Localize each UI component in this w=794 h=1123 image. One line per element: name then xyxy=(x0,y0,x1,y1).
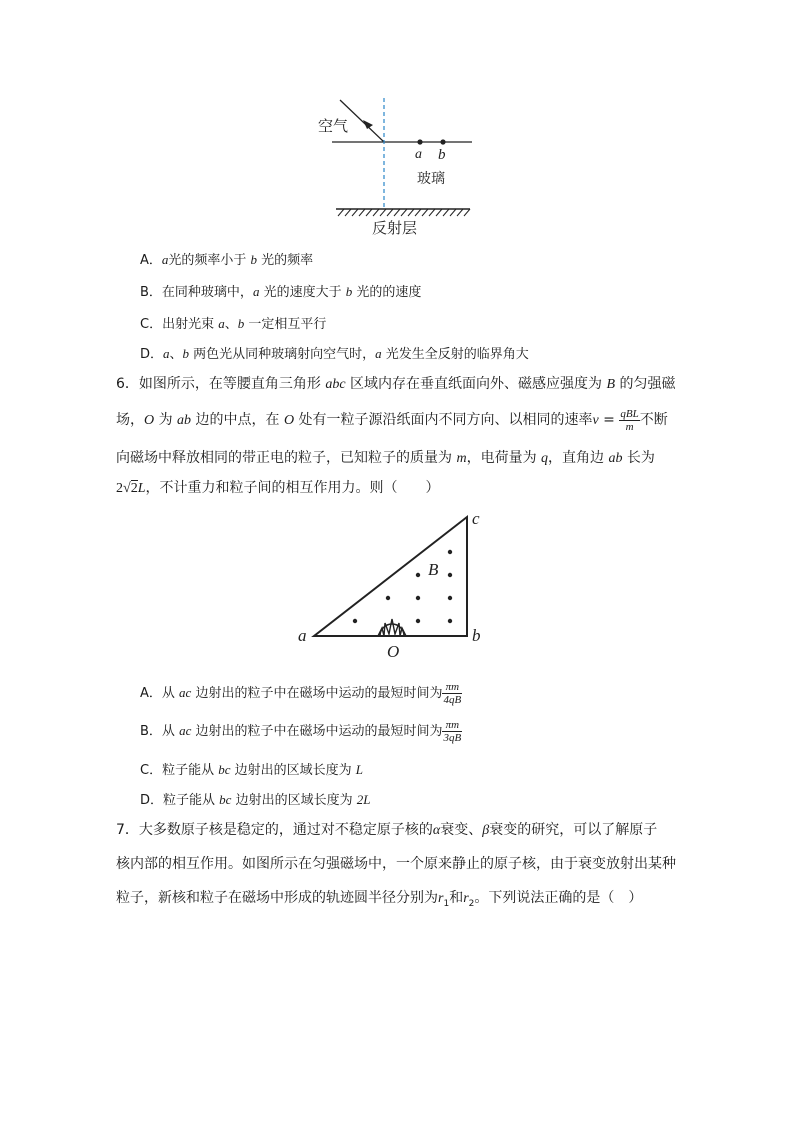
question-number: 6． xyxy=(116,376,139,392)
text: 处有一粒子源沿纸面内不同方向、以相同的速率 xyxy=(294,412,593,428)
text: 光的频率 xyxy=(257,253,314,268)
field-B-label: B xyxy=(428,560,439,579)
q7-line-1 xyxy=(116,819,657,839)
particle-source xyxy=(378,619,406,636)
vertex-b-label: b xyxy=(472,626,481,645)
speed-fraction xyxy=(619,408,639,433)
var-a: a xyxy=(252,284,260,299)
q7-line-3 xyxy=(116,887,642,909)
text: 如图所示，在等腰直角三角形 xyxy=(138,376,326,392)
var-a: a xyxy=(161,252,169,267)
time-fraction xyxy=(442,681,462,706)
q5-option-a[interactable] xyxy=(140,249,313,268)
text: 大多数原子核是稳定的，通过对不稳定原子核的 xyxy=(138,822,433,838)
text: 粒子能从 xyxy=(162,763,219,778)
text: 光的速度大于 xyxy=(259,285,346,300)
var-a: a xyxy=(163,346,170,361)
option-letter: A． xyxy=(140,686,162,701)
var: β xyxy=(482,823,490,838)
var-b: b xyxy=(345,284,353,299)
text: 场， xyxy=(116,412,144,428)
text: 从 xyxy=(161,724,180,739)
text: 不断 xyxy=(639,412,668,428)
text: 一定相互平行 xyxy=(244,317,327,332)
text: 粒子，新核和粒子在磁场中形成的轨迹圆半径分别为 xyxy=(116,890,438,906)
text: 为 xyxy=(154,412,178,428)
text: = xyxy=(598,412,620,428)
denominator: 4qB xyxy=(443,694,462,706)
point-a-dot xyxy=(417,139,422,144)
var: bc xyxy=(218,762,231,777)
var: r xyxy=(438,891,444,906)
q6-option-c[interactable] xyxy=(140,759,363,778)
coef: 2 xyxy=(116,481,123,496)
var: v xyxy=(592,413,599,428)
option-letter: B． xyxy=(140,285,162,300)
text: 边的中点，在 xyxy=(191,412,284,428)
text: 长为 xyxy=(622,450,655,466)
var-a: a xyxy=(218,316,225,331)
var: ac xyxy=(179,723,192,738)
text: 、 xyxy=(169,347,183,362)
q6-line-2 xyxy=(116,403,668,437)
question-number: 7． xyxy=(116,822,139,838)
var-b: b xyxy=(182,346,190,361)
var: bc xyxy=(219,792,232,807)
numerator: qBL xyxy=(620,407,639,420)
text: 光的频率小于 xyxy=(168,253,251,268)
value: 2L xyxy=(356,792,371,807)
option-letter: C． xyxy=(140,763,163,778)
point-O-label: O xyxy=(387,642,400,661)
sqrt-sign: √ xyxy=(123,481,131,496)
text: 边射出的粒子中在磁场中运动的最短时间为 xyxy=(191,724,443,739)
time-fraction xyxy=(442,719,462,744)
option-letter: D． xyxy=(140,347,164,362)
text: 光的的速度 xyxy=(352,285,422,300)
text: 核内部的相互作用。如图所示在匀强磁场中，一个原来静止的原子核，由于衰变放射出某种 xyxy=(116,856,676,872)
var: m xyxy=(456,451,467,466)
q5-option-b[interactable] xyxy=(140,281,421,300)
var: L xyxy=(137,481,146,496)
text: 衰变、 xyxy=(440,822,483,838)
text: 和 xyxy=(449,890,464,906)
var: O xyxy=(144,413,155,428)
var-b: b xyxy=(237,316,245,331)
text: 边射出的区域长度为 xyxy=(230,763,356,778)
option-letter: C． xyxy=(140,317,163,332)
reflect-layer-label: 反射层 xyxy=(372,219,418,237)
text: 、 xyxy=(224,317,238,332)
radicand: 2 xyxy=(130,481,138,496)
text: 粒子能从 xyxy=(163,793,220,808)
var-b: b xyxy=(250,252,258,267)
point-a-label: a xyxy=(415,147,422,162)
var: ab xyxy=(177,413,192,428)
text: 边射出的粒子中在磁场中运动的最短时间为 xyxy=(191,686,443,701)
text: 。下列说法正确的是（ ） xyxy=(474,890,643,906)
text: ，不计重力和粒子间的相互作用力。则（ ） xyxy=(145,480,440,496)
var: α xyxy=(432,823,441,838)
denominator: 3qB xyxy=(443,732,462,744)
option-letter: B． xyxy=(140,724,162,739)
text: ，直角边 xyxy=(548,450,609,466)
text: 两色光从同种玻璃射向空气时， xyxy=(189,347,376,362)
var: B xyxy=(606,377,616,392)
var: ab xyxy=(608,451,623,466)
q5-option-d[interactable] xyxy=(140,343,529,362)
text: 从 xyxy=(161,686,180,701)
point-b-label: b xyxy=(438,147,446,163)
refraction-figure xyxy=(310,95,490,240)
denominator: m xyxy=(625,420,634,433)
subscript: 2 xyxy=(468,898,475,909)
var: r xyxy=(463,891,469,906)
air-label: 空气 xyxy=(318,117,349,135)
option-letter: A． xyxy=(140,253,162,268)
var: q xyxy=(541,451,549,466)
q7-line-2 xyxy=(116,853,676,873)
glass-label: 玻璃 xyxy=(417,171,445,187)
vertex-a-label: a xyxy=(298,626,307,645)
text: 向磁场中释放相同的带正电的粒子，已知粒子的质量为 xyxy=(116,450,457,466)
q6-line-4 xyxy=(116,477,439,497)
triangle-abc xyxy=(314,517,467,636)
option-letter: D． xyxy=(140,793,164,808)
text: 衰变的研究，可以了解原子 xyxy=(489,822,658,838)
text: 边射出的区域长度为 xyxy=(231,793,357,808)
q6-option-d[interactable] xyxy=(140,789,370,808)
value: L xyxy=(355,762,363,777)
q6-line-3 xyxy=(116,447,655,467)
text: 出射光束 xyxy=(162,317,219,332)
point-b-dot xyxy=(440,139,445,144)
var: O xyxy=(283,413,295,428)
var: ac xyxy=(179,685,192,700)
var: abc xyxy=(325,377,346,392)
q6-option-a[interactable] xyxy=(140,676,462,710)
numerator: πm xyxy=(442,719,462,732)
text: 的匀强磁 xyxy=(615,376,676,392)
q6-line-1 xyxy=(116,373,676,393)
numerator: πm xyxy=(442,681,462,694)
text: 区域内存在垂直纸面向外、磁感应强度为 xyxy=(345,376,607,392)
triangle-figure xyxy=(292,505,492,665)
text: 光发生全反射的临界角大 xyxy=(381,347,529,362)
vertex-c-label: c xyxy=(472,509,480,528)
text: ，电荷量为 xyxy=(466,450,542,466)
text: 在同种玻璃中， xyxy=(161,285,253,300)
reflect-layer-hatch xyxy=(338,209,470,216)
subscript: 1 xyxy=(443,898,450,909)
var-a: a xyxy=(375,346,382,361)
ray-arrowhead xyxy=(363,120,373,129)
q5-option-c[interactable] xyxy=(140,313,326,332)
q6-option-b[interactable] xyxy=(140,714,462,748)
